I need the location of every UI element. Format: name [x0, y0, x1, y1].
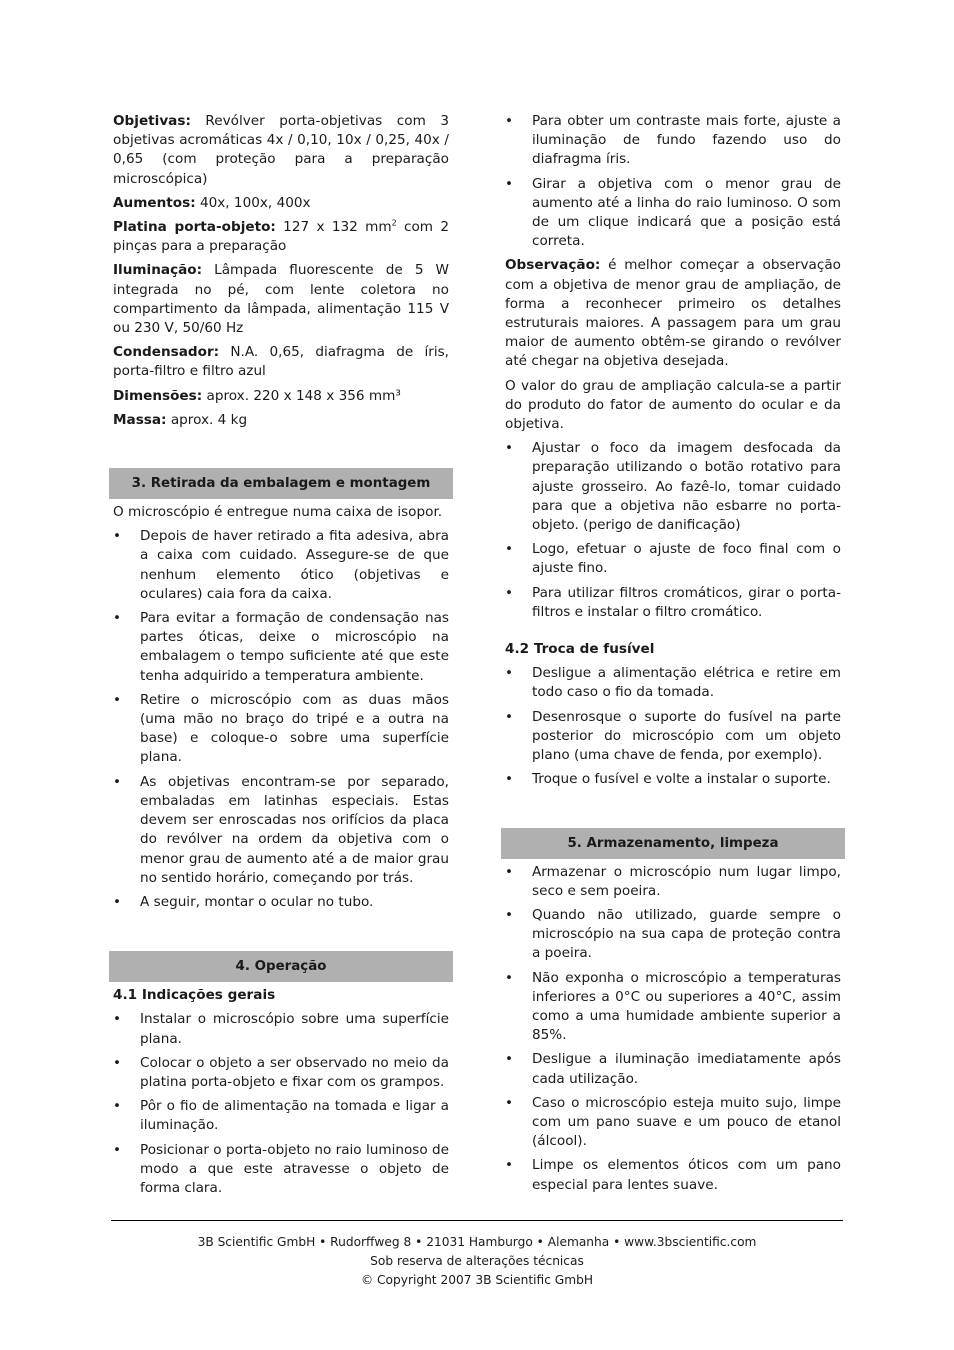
- list-item-text: Limpe os elementos óticos com um pano especial para lentes suave.: [532, 1157, 841, 1193]
- bullet-icon: •: [505, 175, 514, 192]
- spec-text: Revólver porta-objetivas com 3 objetivas acromáticas 4x / 0,10, 10x / 0,25, 40x / 0,65 (com proteção para a preparação microscópica): [113, 113, 449, 187]
- list-item-text: Logo, efetuar o ajuste de foco final com o ajuste fino.: [532, 541, 841, 577]
- list-item: [505, 540, 841, 578]
- bullet-icon: •: [505, 665, 514, 682]
- section-4-2-title: 4.2 Troca de fusível: [505, 641, 655, 658]
- observation-paragraph: [505, 256, 841, 371]
- list-item-text: Para evitar a formação de condensação nas partes óticas, deixe o microscópio na embalagem o tempo suficiente até que este tenha adquirido a temperatura ambiente.: [140, 610, 449, 684]
- bullet-icon: •: [505, 541, 514, 558]
- left-column: [113, 112, 449, 1203]
- spec-dimensions: [113, 387, 449, 406]
- section-4-1-list: [113, 1010, 449, 1198]
- list-item: [113, 893, 449, 912]
- superscript: 2: [391, 218, 397, 228]
- list-item-text: Caso o microscópio esteja muito sujo, limpe com um pano suave e um pouco de etanol (álcool).: [532, 1094, 841, 1150]
- list-item: [505, 664, 841, 702]
- list-item-text: Quando não utilizado, guarde sempre o microscópio na sua capa de proteção contra a poeira.: [532, 906, 841, 962]
- spacer: [505, 627, 841, 640]
- bullet-icon: •: [113, 1054, 122, 1071]
- bullet-icon: •: [505, 113, 514, 129]
- spec-text: 40x, 100x, 400x: [195, 194, 311, 211]
- operation-list-continued: [505, 112, 841, 251]
- section-4-header: 4. Operação: [109, 951, 453, 982]
- list-item: [505, 969, 841, 1046]
- spec-text: N.A. 0,65, diafragma de íris, porta-filtro e filtro azul: [113, 344, 449, 380]
- list-item-text: As objetivas encontram-se por separado, embaladas em latinhas especiais. Estas devem ser enroscadas nos orifícios da placa do revólver na ordem da objetiva com o menor grau de aumento até a de maior grau no sentido horário, começando por trás.: [140, 773, 449, 886]
- right-column: [505, 112, 841, 1200]
- spec-label: Condensador:: [113, 344, 220, 361]
- list-item-text: Não exponha o microscópio a temperaturas inferiores a 0°C ou superiores a 40°C, assim como a uma humidade ambiente superior a 85%.: [532, 969, 841, 1044]
- footer-copyright: © Copyright 2007 3B Scientific GmbH: [360, 1273, 594, 1287]
- spec-text: Lâmpada fluorescente de 5 W integrada no pé, com lente coletora no compartimento da lâmpada, alimentação 115 V ou 230 V, 50/60 Hz: [113, 262, 449, 337]
- spacer: [505, 795, 841, 828]
- spec-magnification: [113, 194, 449, 213]
- focus-list: [505, 439, 841, 622]
- bullet-icon: •: [113, 1098, 122, 1115]
- list-item-text: Girar a objetiva com o menor grau de aumento até a linha do raio luminoso. O som de um clique indicará que a posição está correta.: [532, 175, 841, 250]
- spec-text: aprox. 220 x 148 x 356 mm³: [202, 387, 401, 404]
- bullet-icon: •: [113, 1141, 122, 1158]
- spacer: [113, 435, 449, 468]
- list-item-text: Desenrosque o suporte do fusível na parte posterior do microscópio com um objeto plano (uma chave de fenda, por exemplo).: [532, 708, 841, 764]
- list-item: [113, 609, 449, 686]
- list-item: [505, 708, 841, 766]
- bullet-icon: •: [505, 1157, 514, 1174]
- bullet-icon: •: [505, 863, 514, 880]
- footer-divider: [111, 1220, 843, 1221]
- list-item: [113, 773, 449, 888]
- bullet-icon: •: [113, 893, 122, 910]
- footer: [111, 1234, 843, 1291]
- list-item-text: Desligue a iluminação imediatamente após cada utilização.: [532, 1051, 841, 1087]
- bullet-icon: •: [113, 528, 122, 545]
- spec-label: Iluminação:: [113, 262, 203, 279]
- list-item: [505, 112, 841, 170]
- bullet-icon: •: [505, 1051, 514, 1068]
- list-item: [505, 1094, 841, 1152]
- fuse-list: [505, 664, 841, 789]
- bullet-icon: •: [113, 773, 122, 790]
- bullet-icon: •: [505, 906, 514, 923]
- list-item-text: Colocar o objeto a ser observado no meio da platina porta-objeto e fixar com os grampos.: [140, 1054, 449, 1090]
- list-item-text: Para utilizar filtros cromáticos, girar o porta-filtros e instalar o filtro cromático.: [532, 584, 841, 620]
- bullet-icon: •: [505, 969, 514, 986]
- spec-stage: [113, 218, 449, 256]
- list-item: [113, 1141, 449, 1199]
- bullet-icon: •: [505, 1094, 514, 1111]
- spec-text: com 2 pinças para a preparação: [113, 219, 449, 255]
- spec-mass: [113, 411, 449, 430]
- spec-objectives: [113, 112, 449, 189]
- list-item: [113, 1097, 449, 1135]
- list-item-text: Ajustar o foco da imagem desfocada da preparação utilizando o botão rotativo para ajuste grosseiro. Ao fazê-lo, tomar cuidado para que a objetiva não esbarre no porta-objeto. (perigo de danificação): [532, 440, 841, 534]
- section-3-list: [113, 527, 449, 912]
- list-item-text: Depois de haver retirado a fita adesiva, abra a caixa com cuidado. Assegure-se de que nenhum elemento ótico (objetivas e oculares) caia fora da caixa.: [140, 528, 449, 602]
- magnification-paragraph: O valor do grau de ampliação calcula-se a partir do produto do fator de aumento do ocular e da objetiva.: [505, 377, 841, 433]
- footer-notice: Sob reserva de alterações técnicas: [370, 1254, 584, 1268]
- list-item: [113, 527, 449, 604]
- bullet-icon: •: [505, 708, 514, 725]
- list-item-text: Posicionar o porta-objeto no raio luminoso de modo a que este atravesse o objeto de forma clara.: [140, 1141, 449, 1196]
- list-item-text: Instalar o microscópio sobre uma superfície plana.: [140, 1011, 449, 1047]
- bullet-icon: •: [113, 691, 122, 708]
- bullet-icon: •: [113, 1011, 122, 1028]
- list-item-text: A seguir, montar o ocular no tubo.: [140, 893, 374, 910]
- section-3-intro: O microscópio é entregue numa caixa de isopor.: [113, 504, 443, 521]
- bullet-icon: •: [505, 440, 514, 457]
- spec-text: 127 x 132 mm: [275, 219, 392, 236]
- observation-text: é melhor começar a observação com a objetiva de menor grau de ampliação, de forma a reconhecer primeiro os detalhes estruturais maiores. A passagem para um grau maior de aumento obtêm-se girando o revólver até chegar na objetiva desejada.: [505, 257, 841, 370]
- list-item: [113, 691, 449, 768]
- spec-label: Platina porta-objeto:: [113, 219, 276, 236]
- list-item-text: Armazenar o microscópio num lugar limpo, seco e sem poeira.: [532, 863, 841, 899]
- spec-label: Objetivas:: [113, 113, 191, 129]
- list-item: [505, 863, 841, 901]
- list-item: [505, 584, 841, 622]
- spec-label: Aumentos:: [113, 194, 196, 211]
- bullet-icon: •: [505, 584, 514, 601]
- list-item-text: Troque o fusível e volte a instalar o suporte.: [532, 771, 831, 788]
- spec-label: Dimensões:: [113, 387, 203, 404]
- observation-label: Observação:: [505, 257, 601, 274]
- section-3-header: 3. Retirada da embalagem e montagem: [109, 468, 453, 499]
- spec-text: aprox. 4 kg: [166, 411, 248, 428]
- section-5-list: [505, 863, 841, 1195]
- bullet-icon: •: [505, 771, 514, 788]
- section-4-1-title: 4.1 Indicações gerais: [113, 987, 276, 1004]
- spec-condenser: [113, 343, 449, 381]
- list-item-text: Retire o microscópio com as duas mãos (uma mão no braço do tripé e a outra na base) e coloque-o sobre uma superfície plana.: [140, 691, 449, 766]
- list-item: [505, 906, 841, 964]
- spec-label: Massa:: [113, 411, 167, 428]
- list-item: [505, 175, 841, 252]
- list-item: [505, 1050, 841, 1088]
- spec-illumination: [113, 261, 449, 338]
- section-5-header: 5. Armazenamento, limpeza: [501, 828, 845, 859]
- list-item-text: Desligue a alimentação elétrica e retire em todo caso o fio da tomada.: [532, 665, 841, 701]
- list-item: [505, 1156, 841, 1194]
- spacer: [113, 917, 449, 951]
- footer-address: 3B Scientific GmbH • Rudorffweg 8 • 21031 Hamburgo • Alemanha • www.3bscientific.com: [197, 1235, 757, 1249]
- list-item: [113, 1054, 449, 1092]
- bullet-icon: •: [113, 610, 122, 627]
- list-item-text: Para obter um contraste mais forte, ajuste a iluminação de fundo fazendo uso do diafragma íris.: [532, 113, 841, 168]
- list-item-text: Pôr o fio de alimentação na tomada e ligar a iluminação.: [140, 1098, 449, 1134]
- list-item: [505, 439, 841, 535]
- list-item: [505, 770, 841, 789]
- list-item: [113, 1010, 449, 1048]
